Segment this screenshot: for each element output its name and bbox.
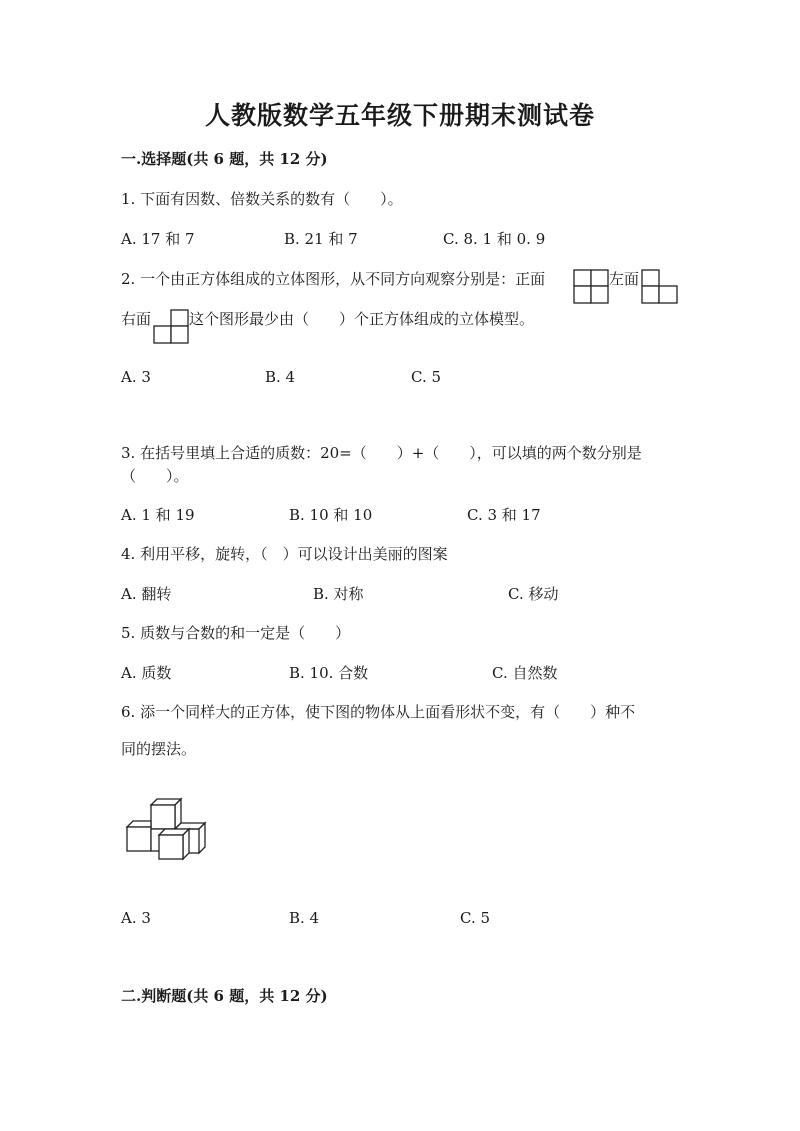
cube-face	[199, 823, 205, 853]
front-view-square	[574, 286, 591, 303]
question-1-option-b[interactable]: B. 21 和 7	[284, 230, 358, 248]
question-6-option-b[interactable]: B. 4	[289, 909, 320, 927]
question-5-option-a[interactable]: A. 质数	[121, 664, 172, 682]
question-2-option-c[interactable]: C. 5	[411, 368, 442, 386]
front-view-square	[591, 286, 608, 303]
question-2-right-label: 右面	[121, 310, 152, 328]
cube-stack-figure	[124, 794, 208, 864]
section-heading-choice: 一.选择题(共 6 题，共 12 分)	[121, 150, 328, 168]
question-4-text: 4. 利用平移，旋转，（ ）可以设计出美丽的图案	[121, 545, 448, 563]
cube-face	[127, 821, 151, 827]
left-view-square	[642, 270, 659, 286]
question-3-option-b[interactable]: B. 10 和 10	[289, 506, 373, 524]
front-view-figure	[573, 269, 609, 304]
question-6-text-line1: 6. 添一个同样大的正方体，使下图的物体从上面看形状不变，有（ ）种不	[121, 703, 636, 721]
right-view-square	[154, 326, 171, 343]
question-3-option-c[interactable]: C. 3 和 17	[467, 506, 541, 524]
question-6-text-line2: 同的摆法。	[121, 740, 197, 758]
question-6-option-c[interactable]: C. 5	[460, 909, 491, 927]
question-4-option-b[interactable]: B. 对称	[313, 585, 364, 603]
section-heading-judgment: 二.判断题(共 6 题，共 12 分)	[121, 987, 328, 1005]
question-2-option-a[interactable]: A. 3	[121, 368, 151, 386]
question-5-text: 5. 质数与合数的和一定是（ ）	[121, 624, 351, 642]
question-2-option-b[interactable]: B. 4	[265, 368, 296, 386]
left-view-square	[642, 286, 659, 303]
cube-face	[159, 835, 183, 859]
question-6-option-a[interactable]: A. 3	[121, 909, 151, 927]
question-2-left-label: 左面	[609, 270, 640, 288]
front-view-square	[591, 270, 608, 286]
cube-face	[183, 829, 189, 859]
question-3-text-line2: （ ）。	[121, 467, 189, 485]
left-view-square	[659, 286, 677, 303]
right-view-figure	[153, 309, 189, 344]
question-1-option-a[interactable]: A. 17 和 7	[121, 230, 195, 248]
question-5-option-b[interactable]: B. 10. 合数	[289, 664, 369, 682]
right-view-square	[171, 310, 188, 326]
left-view-figure	[641, 269, 678, 304]
question-2-text-line2: 这个图形最少由（ ）个正方体组成的立体模型。	[189, 310, 535, 328]
question-3-option-a[interactable]: A. 1 和 19	[121, 506, 195, 524]
question-2-text-line1: 2. 一个由正方体组成的立体图形，从不同方向观察分别是：正面	[121, 270, 546, 288]
question-4-option-a[interactable]: A. 翻转	[121, 585, 172, 603]
page-title: 人教版数学五年级下册期末测试卷	[204, 101, 595, 130]
question-4-option-c[interactable]: C. 移动	[508, 585, 559, 603]
question-1-option-c[interactable]: C. 8. 1 和 0. 9	[443, 230, 546, 248]
right-view-square	[171, 326, 188, 343]
question-5-option-c[interactable]: C. 自然数	[492, 664, 558, 682]
front-view-square	[574, 270, 591, 286]
cube-face	[127, 827, 151, 851]
question-3-text-line1: 3. 在括号里填上合适的质数：20=（ ）+（ ），可以填的两个数分别是	[121, 444, 642, 462]
cube-face	[151, 805, 175, 829]
question-1-text: 1. 下面有因数、倍数关系的数有（ ）。	[121, 190, 403, 208]
